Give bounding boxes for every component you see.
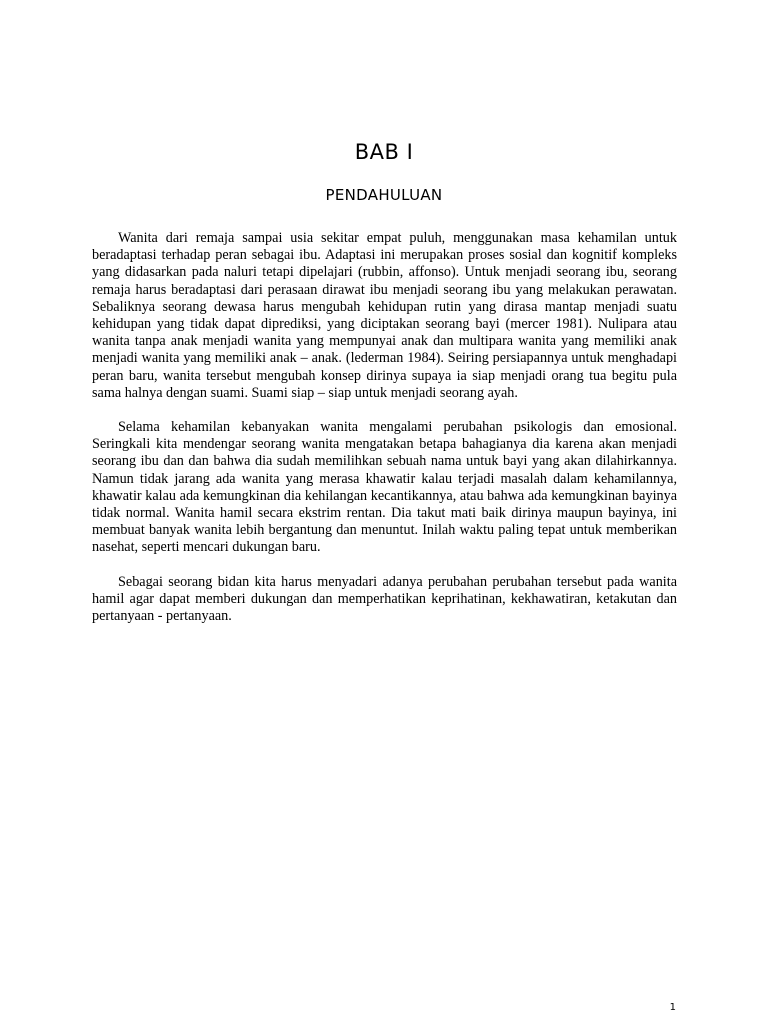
paragraph: Selama kehamilan kebanyakan wanita mengalami perubahan psikologis dan emosional. Seringkali kita mendengar seorang wanita mengatakan betapa bahagianya dia karena akan menjadi seorang ibu dan dan bahwa dia sudah memilihkan sebuah nama untuk bayi yang akan dilahirkannya. Namun tidak jarang ada wanita yang merasa khawatir kalau terjadi masalah dalam kehamilannya, khawatir kalau ada kemungkinan dia kehilangan kecantikannya, atau bahwa ada kemungkinan bayinya tidak normal. Wanita hamil secara ekstrim rentan. Dia takut mati baik dirinya maupun bayinya, ini membuat banyak wanita lebih bergantung dan menuntut. Inilah waktu paling tepat untuk memberikan nasehat, seperti mencari dukungan baru. <box>92 419 677 556</box>
chapter-title: BAB I <box>354 140 414 164</box>
body-text <box>92 230 677 642</box>
section-heading: PENDAHULUAN <box>325 186 443 204</box>
paragraph: Wanita dari remaja sampai usia sekitar empat puluh, menggunakan masa kehamilan untuk beradaptasi terhadap peran sebagai ibu. Adaptasi ini merupakan proses sosial dan kognitif kompleks yang didasarkan pada naluri tetapi dipelajari (rubbin, affonso). Untuk menjadi seorang ibu, seorang remaja harus beradaptasi dari perasaan dirawat ibu menjadi seorang ibu yang melakukan perawatan. Sebaliknya seorang dewasa harus mengubah kehidupan rutin yang dirasa mantap menjadi suatu kehidupan yang tidak dapat diprediksi, yang diciptakan seorang bayi (mercer 1981). Nulipara atau wanita tanpa anak menjadi wanita yang mempunyai anak dan multipara wanita yang memiliki anak menjadi wanita yang memiliki anak – anak. (lederman 1984). Seiring persiapannya untuk menghadapi peran baru, wanita tersebut mengubah konsep dirinya supaya ia siap menjadi orang tua begitu pula sama halnya dengan suami. Suami siap – siap untuk menjadi seorang ayah. <box>92 230 677 401</box>
paragraph: Sebagai seorang bidan kita harus menyadari adanya perubahan perubahan tersebut pada wanita hamil agar dapat memberi dukungan dan memperhatikan keprihatinan, kekhawatiran, ketakutan dan pertanyaan - pertanyaan. <box>92 573 677 625</box>
page-number: 1 <box>669 1002 676 1013</box>
